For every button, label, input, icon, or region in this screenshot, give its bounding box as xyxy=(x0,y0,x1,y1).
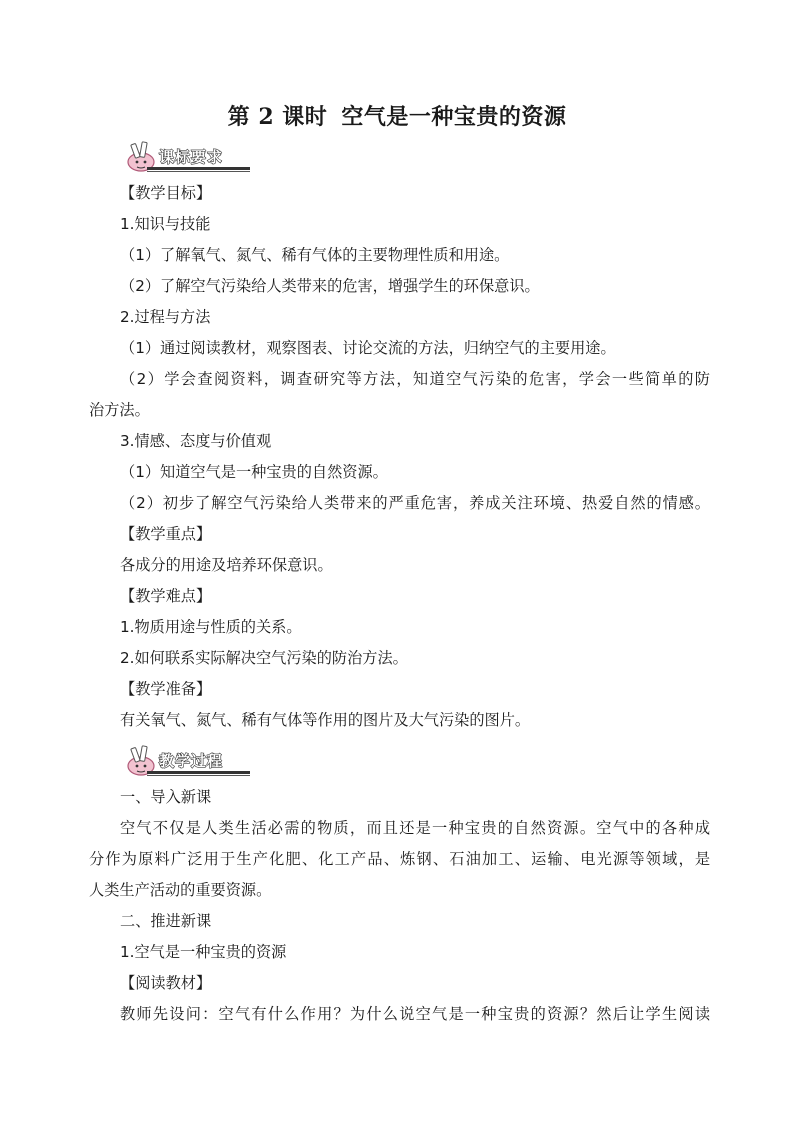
heading-read-textbook: 【阅读教材】 xyxy=(120,974,212,992)
text-line: 2.过程与方法 xyxy=(120,308,211,326)
text-line: 有关氧气、氮气、稀有气体等作用的图片及大气污染的图片。 xyxy=(120,711,531,729)
process-banner xyxy=(119,744,249,776)
standards-banner xyxy=(119,140,249,172)
heading-difficulties: 【教学难点】 xyxy=(120,587,212,605)
lesson-title xyxy=(0,100,794,131)
text-line: （1）知道空气是一种宝贵的自然资源。 xyxy=(120,463,388,481)
lesson-number: 第 2 课时 xyxy=(227,104,328,130)
text-line: 分作为原料广泛用于生产化肥、化工产品、炼钢、石油加工、运输、电光源等领域，是 xyxy=(89,850,710,868)
text-line: 人类生产活动的重要资源。 xyxy=(89,881,272,899)
heading-teaching-goals: 【教学目标】 xyxy=(120,184,212,202)
text-line: 1.空气是一种宝贵的资源 xyxy=(120,943,287,961)
banner-underline-thin xyxy=(147,171,250,172)
text-line: 治方法。 xyxy=(89,401,150,419)
text-line: 1.知识与技能 xyxy=(120,215,211,233)
banner-underline xyxy=(147,167,250,170)
banner-underline-thin xyxy=(147,775,250,776)
text-line: 3.情感、态度与价值观 xyxy=(120,432,272,450)
text-line: 1.物质用途与性质的关系。 xyxy=(120,618,302,636)
heading-preparation: 【教学准备】 xyxy=(120,680,212,698)
heading-intro: 一、导入新课 xyxy=(120,788,212,806)
text-line: 空气不仅是人类生活必需的物质，而且还是一种宝贵的自然资源。空气中的各种成 xyxy=(120,819,710,837)
text-line: （1）了解氧气、氮气、稀有气体的主要物理性质和用途。 xyxy=(120,246,510,264)
text-line: （1）通过阅读教材，观察图表、讨论交流的方法，归纳空气的主要用途。 xyxy=(120,339,616,357)
heading-key-points: 【教学重点】 xyxy=(120,525,212,543)
text-line: 各成分的用途及培养环保意识。 xyxy=(120,556,333,574)
banner-underline xyxy=(147,771,250,774)
text-line: （2）初步了解空气污染给人类带来的严重危害，养成关注环境、热爱自然的情感。 xyxy=(120,494,710,512)
text-line: （2）学会查阅资料，调查研究等方法，知道空气污染的危害，学会一些简单的防 xyxy=(120,370,710,388)
lesson-topic: 空气是一种宝贵的资源 xyxy=(341,104,567,130)
heading-new-lesson: 二、推进新课 xyxy=(120,912,212,930)
process-banner-label: 教学过程 xyxy=(159,752,224,770)
text-line: 教师先设问：空气有什么作用？为什么说空气是一种宝贵的资源？然后让学生阅读 xyxy=(120,1005,710,1023)
text-line: 2.如何联系实际解决空气污染的防治方法。 xyxy=(120,649,408,667)
text-line: （2）了解空气污染给人类带来的危害，增强学生的环保意识。 xyxy=(120,277,540,295)
standards-banner-label: 课标要求 xyxy=(159,148,224,166)
